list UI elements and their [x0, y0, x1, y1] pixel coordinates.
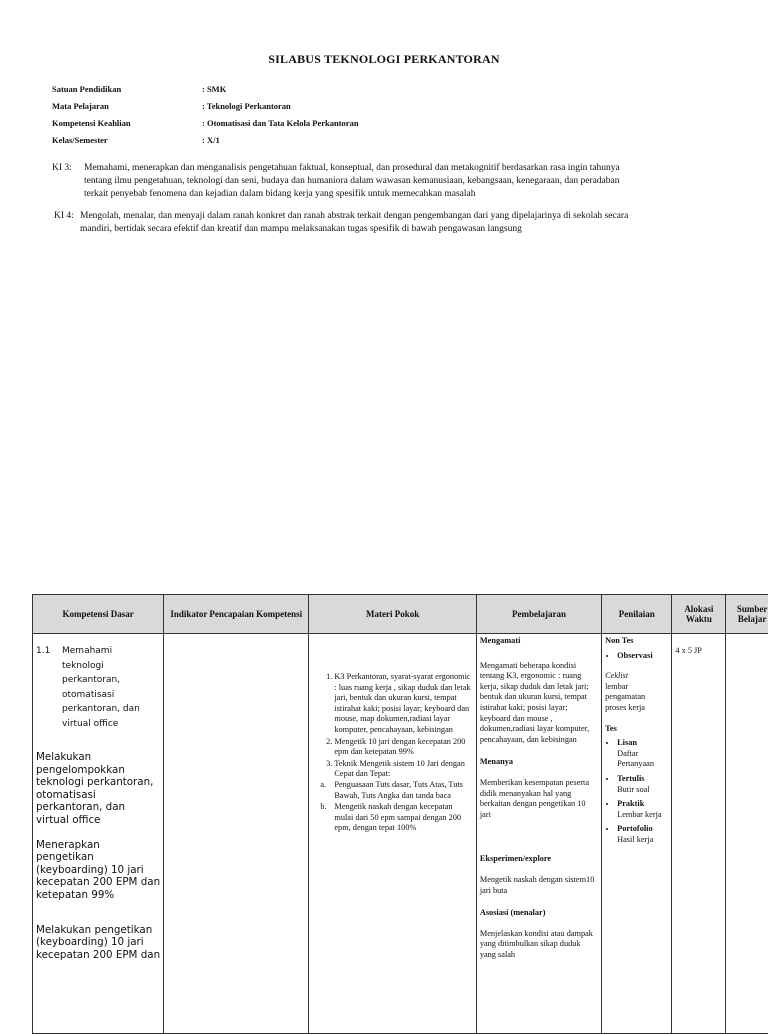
tes-item-desc: Daftar Pertanyaan [617, 749, 668, 770]
ki4-label: KI 4: [54, 210, 80, 223]
observasi-item: • Observasi [617, 651, 668, 662]
kd-line: perkantoran, dan [62, 702, 140, 717]
ki3-line: Memahami, menerapkan dan menganalisis pengetahuan faktual, konseptual, dan prosedural dan metakognitif berdasarkan rasa ingin tahunya [84, 163, 620, 173]
meta-row [52, 114, 359, 131]
ki3-line: terkait penyebab fenomena dan kejadian dalam bidang kerja yang spesifik untuk memecahkan masalah [52, 188, 732, 201]
meta-value: : Teknologi Perkantoran [202, 101, 291, 111]
meta-value: : Otomatisasi dan Tata Kelola Perkantoran [202, 118, 359, 128]
tes-item-label: • Praktik [617, 799, 668, 810]
kd-paragraph: Melakukan pengelompokkan teknologi perkantoran, otomatisasi perkantoran, dan virtual office [36, 751, 160, 827]
cell-pembelajaran [476, 634, 601, 1034]
cell-indikator [164, 634, 309, 1034]
materi-item-text: Teknik Mengetik sistem 10 Jari dengan Cepat dan Tepat: [334, 759, 465, 779]
step-heading: Eksperimen/explore [480, 854, 598, 865]
table-header-row [33, 595, 768, 634]
step-heading: Asosiasi (menalar) [480, 908, 598, 919]
meta-label: Kelas/Semester [52, 135, 202, 145]
header-indikator: Indikator Pencapaian Kompetensi [164, 595, 309, 634]
document-title: SILABUS TEKNOLOGI PERKANTORAN [0, 52, 768, 67]
header-sumber-belajar: Sumber Belajar [726, 595, 768, 634]
kd-line: virtual office [62, 717, 140, 732]
ceklist-desc: lembar pengamatan proses kerja [605, 682, 668, 714]
tes-item-desc: Butir soal [617, 785, 668, 796]
ki3-paragraph [52, 162, 732, 201]
identity-block [52, 80, 359, 148]
cell-kompetensi-dasar [33, 634, 164, 1034]
subitem-marker: b. [320, 802, 334, 834]
alokasi-value: 4 x 5 JP [675, 646, 722, 657]
tes-item [617, 824, 668, 845]
step-text: Mengamati beberapa kondisi tentang K3, ergonomic : ruang kerja, sikap duduk dan letak jari; bentuk dan ukuran kursi, tempat istirahat kaki; posisi layar; keyboard dan mouse , dokumen,radiasi layar komputer, pencahayaan, dan kebisingan [480, 661, 598, 746]
tes-item [617, 774, 668, 795]
materi-list [312, 672, 472, 834]
header-kompetensi-dasar: Kompetensi Dasar [33, 595, 164, 634]
step-text: Mengetik naskah dengan sistem10 jari buta [480, 875, 598, 896]
meta-row [52, 80, 359, 97]
tes-item [617, 738, 668, 770]
materi-item: 2. Mengetik 10 jari dengan kecepatan 200 epm dan ketepatan 99% [334, 737, 472, 758]
tes-item-desc: Lembar kerja [617, 810, 668, 821]
cell-alokasi-waktu [672, 634, 726, 1034]
tes-item-label: • Portofolio [617, 824, 668, 835]
materi-subitem [334, 780, 472, 801]
step-text: Memberikan kesempatan peserta didik menanyakan hal yang berkaitan dengan pengetikan 10 jari [480, 778, 598, 820]
header-pembelajaran: Pembelajaran [476, 595, 601, 634]
cell-materi-pokok [309, 634, 476, 1034]
header-alokasi-waktu: Alokasi Waktu [672, 595, 726, 634]
kd-number: 1.1 [36, 644, 62, 731]
kd-line: perkantoran, [62, 673, 140, 688]
subitem-text: Mengetik naskah dengan kecepatan mulai dari 50 epm sampai dengan 200 epm, dengan tepat 100% [334, 802, 472, 834]
kd-line: Memahami [62, 644, 140, 659]
meta-row [52, 131, 359, 148]
meta-label: Satuan Pendidikan [52, 84, 202, 94]
nontes-heading: Non Tes [605, 636, 668, 647]
materi-subitem [334, 802, 472, 834]
meta-row [52, 97, 359, 114]
tes-item [617, 799, 668, 820]
syllabus-table [32, 594, 768, 1034]
header-materi-pokok: Materi Pokok [309, 595, 476, 634]
ki4-paragraph [54, 210, 754, 236]
header-penilaian: Penilaian [602, 595, 672, 634]
tes-item-label: • Tertulis [617, 774, 668, 785]
step-heading: Mengamati [480, 636, 598, 647]
ki3-label: KI 3: [52, 162, 84, 175]
meta-value: : SMK [202, 84, 226, 94]
ceklist-label: Ceklist [605, 671, 668, 682]
step-text: Menjelaskan kondisi atau dampak yang ditimbulkan sikap duduk yang salah [480, 929, 598, 961]
ki4-line: mandiri, bertidak secara efektif dan kreatif dan mampu melaksanakan tugas spesifik di bawah pengawasan langsung [54, 223, 754, 236]
ki4-line: Mengolah, menalar, dan menyaji dalam ranah konkret dan ranah abstrak terkait dengan pengembangan dari yang dipelajarinya di sekolah secara [80, 211, 628, 221]
ki3-line: tentang ilmu pengetahuan, teknologi dan seni, budaya dan humaniora dalam wawasan kemanusiaan, kebangsaan, kenegaraan, dan peradaban [52, 175, 732, 188]
meta-value: : X/1 [202, 135, 220, 145]
tes-heading: Tes [605, 724, 668, 735]
kd-paragraph: Melakukan pengetikan (keyboarding) 10 jari kecepatan 200 EPM dan [36, 924, 160, 962]
materi-item: 1. K3 Perkantoran, syarat-syarat ergonomic : luas ruang kerja , sikap duduk dan letak jari, bentuk dan ukuran kursi, tempat istirahat kaki; posisi layar; keyboard dan mouse, map dokumen,radiasi layar komputer, pencahayaan, kebisingan [334, 672, 472, 736]
materi-sublist [334, 780, 472, 834]
meta-label: Mata Pelajaran [52, 101, 202, 111]
kd-paragraph: Menerapkan pengetikan (keyboarding) 10 jari kecepatan 200 EPM dan ketepatan 99% [36, 839, 160, 902]
cell-sumber-belajar [726, 634, 768, 1034]
materi-item [334, 759, 472, 834]
subitem-marker: a. [320, 780, 334, 801]
tes-item-desc: Hasil kerja [617, 835, 668, 846]
tes-item-label: • Lisan [617, 738, 668, 749]
subitem-text: Penguasaan Tuts dasar, Tuts Atas, Tuts Bawah, Tuts Angka dan tanda baca [334, 780, 472, 801]
cell-penilaian [602, 634, 672, 1034]
table-row [33, 634, 768, 1034]
meta-label: Kompetensi Keahlian [52, 118, 202, 128]
kd-line: teknologi [62, 659, 140, 674]
step-heading: Menanya [480, 757, 598, 768]
kd-line: otomatisasi [62, 688, 140, 703]
